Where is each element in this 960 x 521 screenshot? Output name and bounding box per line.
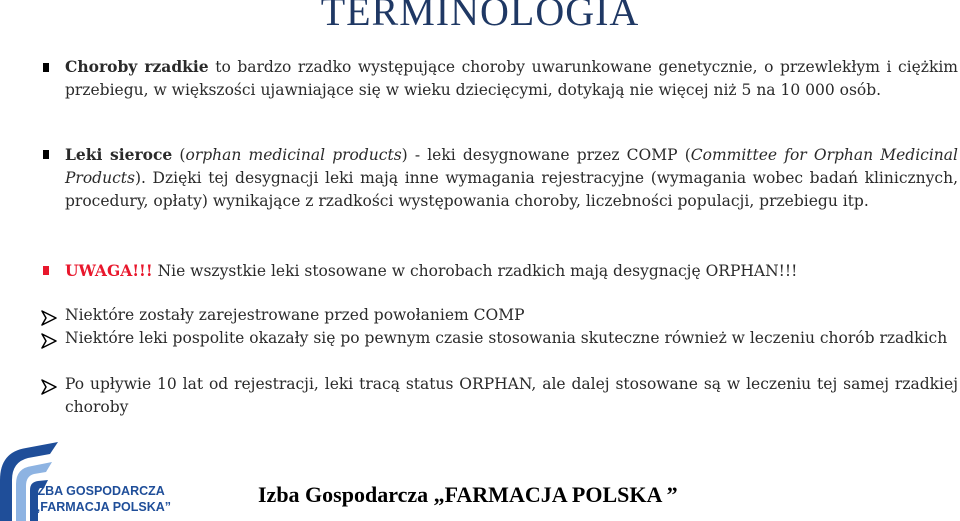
- square-bullet-icon: [43, 150, 49, 159]
- paren-open: (: [172, 146, 186, 164]
- square-bullet-icon: [43, 63, 49, 72]
- footer-organization-name: Izba Gospodarcza „FARMACJA POLSKA ”: [258, 482, 678, 507]
- organization-logo: [0, 440, 260, 521]
- warning-label: UWAGA!!!: [65, 261, 153, 280]
- arrow-bullet-icon: [40, 379, 58, 395]
- term-rare-diseases: Choroby rzadkie: [65, 57, 209, 76]
- committee-name: Committee for Orphan Medicinal Products: [65, 146, 958, 187]
- arrow-item: Po upływie 10 lat od rejestracji, leki tracą status ORPHAN, ale dalej stosowane są w leczeniu tej samej rzadkiej choroby: [65, 375, 958, 416]
- arrow-bullet-icon: [40, 333, 58, 349]
- definition-text: ) - leki desygnowane przez COMP (: [401, 146, 691, 164]
- warning-text: Nie wszystkie leki stosowane w chorobach rzadkich mają desygnację ORPHAN!!!: [152, 262, 798, 280]
- red-square-bullet-icon: [43, 266, 49, 275]
- definition-text: to bardzo rzadko występujące choroby uwarunkowane genetycznie, o przewlekłym i ciężkim przebiegu, w większości ujawniające się w wieku dziecięcymi, dotykają nie więcej niż 5 na 10 000 osób.: [65, 58, 958, 99]
- definition-orphan-drugs: [65, 143, 958, 213]
- arrow-item: Niektóre leki pospolite okazały się po pewnym czasie stosowania skuteczne również w leczeniu chorób rzadkich: [65, 329, 948, 347]
- english-term: orphan medicinal products: [185, 146, 402, 164]
- definition-rare-diseases: [65, 55, 958, 102]
- warning-paragraph: [65, 259, 958, 283]
- term-orphan-drugs: Leki sieroce: [65, 145, 173, 164]
- logo-line-2: „FARMACJA POLSKA”: [34, 500, 172, 514]
- arrow-item: Niektóre zostały zarejestrowane przed powołaniem COMP: [65, 306, 525, 324]
- definition-rest: ). Dzięki tej desygnacji leki mają inne wymagania rejestracyjne (wymagania wobec badań klinicznych, procedury, opłaty) wynikające z rzadkości występowania choroby, liczebności populacji, przebiegu itp.: [65, 169, 958, 210]
- logo-line-1: IZBA GOSPODARCZA: [34, 484, 165, 498]
- page-title: TERMINOLOGIA: [320, 0, 640, 34]
- arrow-bullet-icon: [40, 310, 58, 326]
